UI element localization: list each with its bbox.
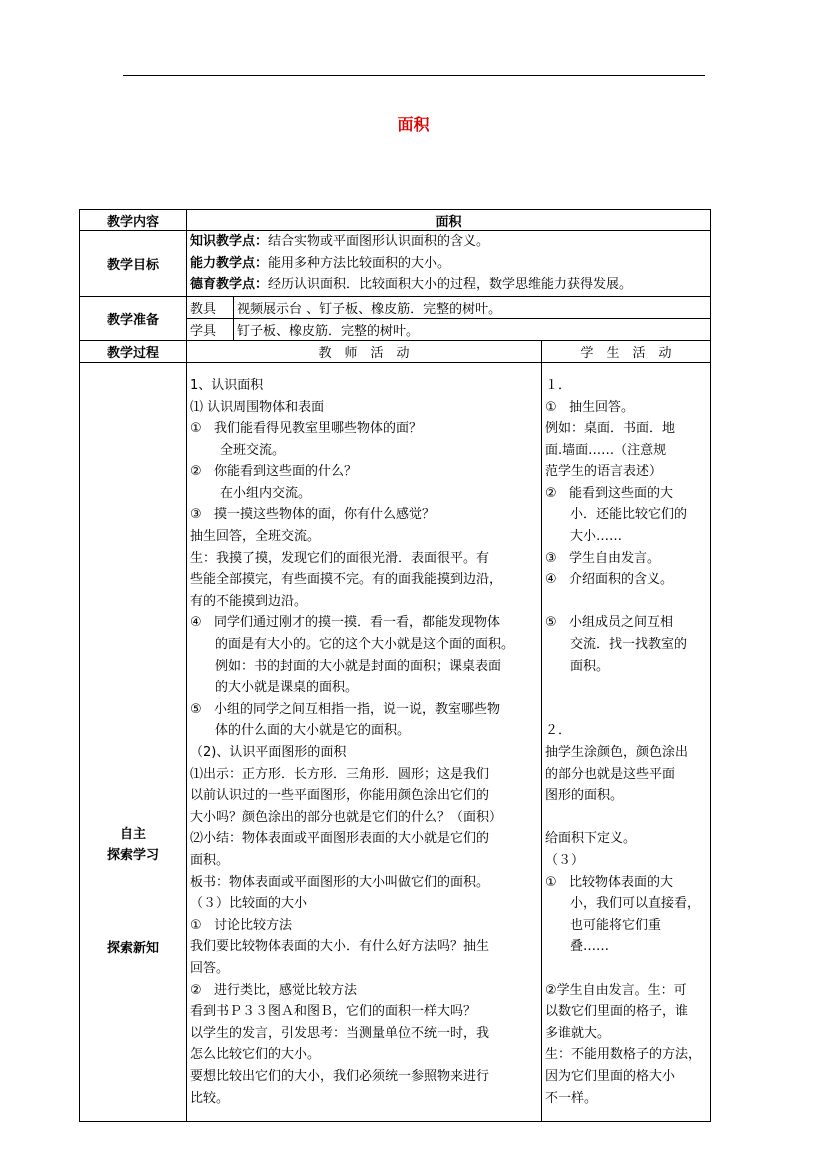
page-title: 面积 bbox=[397, 115, 430, 134]
teacher-line: 面积。 bbox=[190, 852, 230, 868]
student-line: 范学生的语言表述） bbox=[545, 464, 663, 480]
student-line: ④ 介绍面积的含义。 bbox=[545, 572, 674, 588]
student-line: 叠…… bbox=[570, 939, 610, 955]
prep-teacher-text: 视频展示台 、钉子板、橡皮筋．完整的树叶。 bbox=[234, 297, 711, 319]
teacher-line: ⑵小结：物体表面或平面图形表面的大小就是它们的 bbox=[190, 831, 490, 847]
content-label: 教学内容 bbox=[80, 210, 187, 231]
process-body-row bbox=[80, 363, 711, 1122]
prep-teacher-name: 教具 bbox=[187, 297, 234, 319]
teacher-line: 大小吗？颜色涂出的部分也就是它们的什么？（面积） bbox=[190, 809, 503, 825]
teacher-line: 比较。 bbox=[190, 1090, 230, 1106]
teacher-line: 的大小就是课桌的面积。 bbox=[215, 680, 359, 696]
student-line: ②学生自由发言。生：可 bbox=[545, 982, 687, 998]
student-line: 交流．找一找教室的 bbox=[570, 637, 688, 653]
teacher-line: 有的不能摸到边沿。 bbox=[190, 593, 308, 609]
teacher-line: ② 你能看到这些面的什么？ bbox=[190, 464, 358, 480]
teacher-line: ⑴ 认识周围物体和表面 bbox=[190, 399, 325, 415]
student-line: （３） bbox=[545, 852, 585, 868]
student-line: 抽学生涂颜色，颜色涂出 bbox=[545, 745, 689, 760]
teacher-line: 例如：书的封面的大小就是封面的面积；课桌表面 bbox=[215, 658, 502, 674]
teacher-line: 1、认识面积 bbox=[190, 377, 264, 393]
content-value: 面积 bbox=[187, 210, 711, 231]
teacher-line: ③ 摸一摸这些物体的面，你有什么感觉？ bbox=[190, 507, 436, 523]
side-label-cell bbox=[80, 363, 187, 1122]
prep-student-text: 钉子板、橡皮筋．完整的树叶。 bbox=[234, 319, 711, 341]
student-line: ② 能看到这些面的大 bbox=[545, 485, 674, 501]
teacher-line: 抽生回答，全班交流。 bbox=[190, 529, 321, 545]
student-line: 生：不能用数格子的方法， bbox=[545, 1047, 702, 1063]
student-activity-head: 学 生 活 动 bbox=[542, 341, 711, 363]
teacher-activity-head: 教 师 活 动 bbox=[187, 341, 542, 363]
student-line: ２． bbox=[545, 723, 572, 739]
teacher-line: ⑤ 小组的同学之间互相指一指，说一说，教室哪些物 bbox=[190, 701, 501, 717]
student-line: 大小…… bbox=[570, 529, 623, 545]
teacher-line: 要想比较出它们的大小，我们必须统一参照物来进行 bbox=[190, 1068, 490, 1084]
student-line: 因为它们里面的格大小 bbox=[545, 1068, 676, 1084]
side-label-a1: 自主 bbox=[119, 826, 146, 842]
teacher-line: ⑴出示：正方形．长方形．三角形．圆形；这是我们 bbox=[190, 766, 490, 782]
goals-cell bbox=[187, 231, 711, 297]
header-rule bbox=[123, 75, 705, 76]
teacher-line: ① 我们能看得见教室里哪些物体的面？ bbox=[190, 421, 423, 437]
teacher-line: 我们要比较物体表面的大小．有什么好方法吗？抽生 bbox=[190, 939, 490, 955]
prep-label: 教学准备 bbox=[80, 297, 187, 341]
side-label-a2: 探索学习 bbox=[106, 848, 159, 864]
student-line: 以数它们里面的格子，谁 bbox=[545, 1004, 689, 1020]
side-label-b: 探索新知 bbox=[106, 940, 159, 956]
student-line: 小．还能比较它们的 bbox=[570, 507, 688, 523]
teacher-line: 全班交流。 bbox=[220, 442, 286, 458]
student-line: 不一样。 bbox=[545, 1090, 598, 1106]
teacher-line: 以学生的发言，引发思考：当测量单位不统一时，我 bbox=[190, 1025, 490, 1041]
teacher-line: （３）比较面的大小 bbox=[190, 896, 308, 912]
student-line: １． bbox=[545, 377, 572, 393]
lesson-plan-table bbox=[79, 209, 711, 1122]
prep-student-name: 学具 bbox=[187, 319, 234, 341]
teacher-line: 生：我摸了摸，发现它们的面很光滑．表面很平。有 bbox=[190, 550, 490, 566]
teacher-line: 看到书Ｐ３３图Ａ和图Ｂ，它们的面积一样大吗？ bbox=[190, 1004, 477, 1020]
teacher-line: ① 讨论比较方法 bbox=[190, 917, 293, 933]
student-line: 给面积下定义。 bbox=[545, 831, 637, 847]
goal-knowledge: 知识教学点：结合实物或平面图形认识面积的含义。 bbox=[190, 234, 490, 250]
teacher-line: 以前认识过的一些平面图形，你能用颜色涂出它们的 bbox=[190, 788, 490, 804]
student-line: 面积。 bbox=[570, 658, 610, 674]
teacher-line: （2)、认识平面图形的面积 bbox=[190, 745, 347, 760]
student-line: 面.墙面……（注意规 bbox=[545, 442, 667, 458]
process-header-row bbox=[80, 341, 711, 363]
student-line: ⑤ 小组成员之间互相 bbox=[545, 615, 674, 631]
teacher-line: 在小组内交流。 bbox=[220, 485, 312, 501]
teacher-line: ② 进行类比，感觉比较方法 bbox=[190, 982, 358, 998]
student-line: 例如：桌面．书面．地 bbox=[545, 421, 676, 437]
goal-moral: 德育教学点：经历认识面积．比较面积大小的过程，数学思维能力获得发展。 bbox=[190, 277, 633, 293]
student-line: 也可能将它们重 bbox=[570, 917, 662, 933]
teacher-line: 的面是有大小的。它的这个大小就是这个面的面积。 bbox=[215, 637, 515, 653]
teacher-line: 些能全部摸完，有些面摸不完。有的面我能摸到边沿， bbox=[190, 572, 503, 588]
teacher-line: ④ 同学们通过刚才的摸一摸．看一看，都能发现物体 bbox=[190, 615, 501, 631]
student-line: 的部分也就是这些平面 bbox=[545, 766, 676, 782]
student-line: ① 比较物体表面的大 bbox=[545, 874, 674, 890]
teacher-line: 板书：物体表面或平面图形的大小叫做它们的面积。 bbox=[190, 874, 490, 890]
content-row bbox=[80, 210, 711, 231]
student-line: 图形的面积。 bbox=[545, 788, 624, 804]
student-activity-cell bbox=[542, 363, 711, 1122]
student-line: ③ 学生自由发言。 bbox=[545, 550, 661, 566]
process-label: 教学过程 bbox=[80, 341, 187, 363]
goals-row bbox=[80, 231, 711, 297]
teacher-line: 回答。 bbox=[190, 960, 230, 976]
student-line: 小，我们可以直接看， bbox=[570, 896, 701, 912]
teacher-line: 怎么比较它们的大小。 bbox=[190, 1047, 321, 1063]
prep-row-teacher bbox=[80, 297, 711, 319]
student-line: 多谁就大。 bbox=[545, 1025, 611, 1041]
goals-label: 教学目标 bbox=[80, 231, 187, 297]
teacher-line: 体的什么面的大小就是它的面积。 bbox=[215, 723, 411, 739]
student-line: ① 抽生回答。 bbox=[545, 399, 635, 415]
goal-ability: 能力教学点：能用多种方法比较面积的大小。 bbox=[190, 255, 451, 271]
teacher-activity-cell bbox=[187, 363, 542, 1122]
